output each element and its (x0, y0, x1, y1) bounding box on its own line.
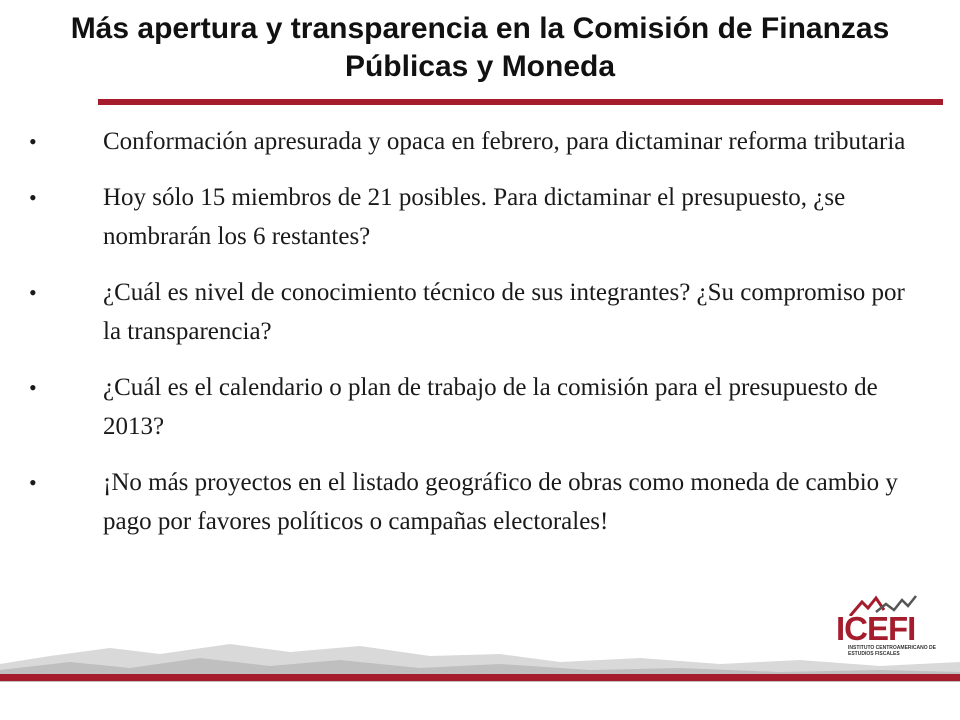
slide-title: Más apertura y transparencia en la Comisión de Finanzas Públicas y Moneda (70, 12, 890, 83)
bullet-item-3 (0, 273, 960, 351)
bullet-list (0, 122, 960, 558)
bullet-text: Hoy sólo 15 miembros de 21 posibles. Para dictaminar el presupuesto, ¿se nombrarán los 6 restantes? (103, 184, 846, 250)
title-underline (98, 99, 943, 105)
icefi-logo (836, 590, 936, 665)
logo-name: ICEFI (836, 610, 916, 647)
bullet-text: ¿Cuál es nivel de conocimiento técnico de sus integrantes? ¿Su compromiso por la transparencia? (103, 279, 905, 345)
bullet-item-1 (0, 122, 960, 161)
bullet-text: Conformación apresurada y opaca en febrero, para dictaminar reforma tributaria (103, 128, 906, 155)
footer-mountain-decoration (0, 618, 960, 682)
bullet-icon: • (29, 185, 37, 210)
bullet-icon: • (29, 129, 37, 154)
footer-bar (0, 674, 960, 681)
bullet-icon: • (29, 375, 37, 400)
bullet-item-2 (0, 178, 960, 256)
bullet-item-5 (0, 463, 960, 541)
bullet-text: ¿Cuál es el calendario o plan de trabajo de la comisión para el presupuesto de 2013? (103, 374, 878, 440)
logo-subtitle: INSTITUTO CENTROAMERICANO DE ESTUDIOS FISCALES (848, 645, 936, 657)
bullet-item-4 (0, 368, 960, 446)
bullet-icon: • (29, 470, 37, 495)
bullet-icon: • (29, 280, 37, 305)
bullet-text: ¡No más proyectos en el listado geográfico de obras como moneda de cambio y pago por favores políticos o campañas electorales! (103, 469, 898, 535)
